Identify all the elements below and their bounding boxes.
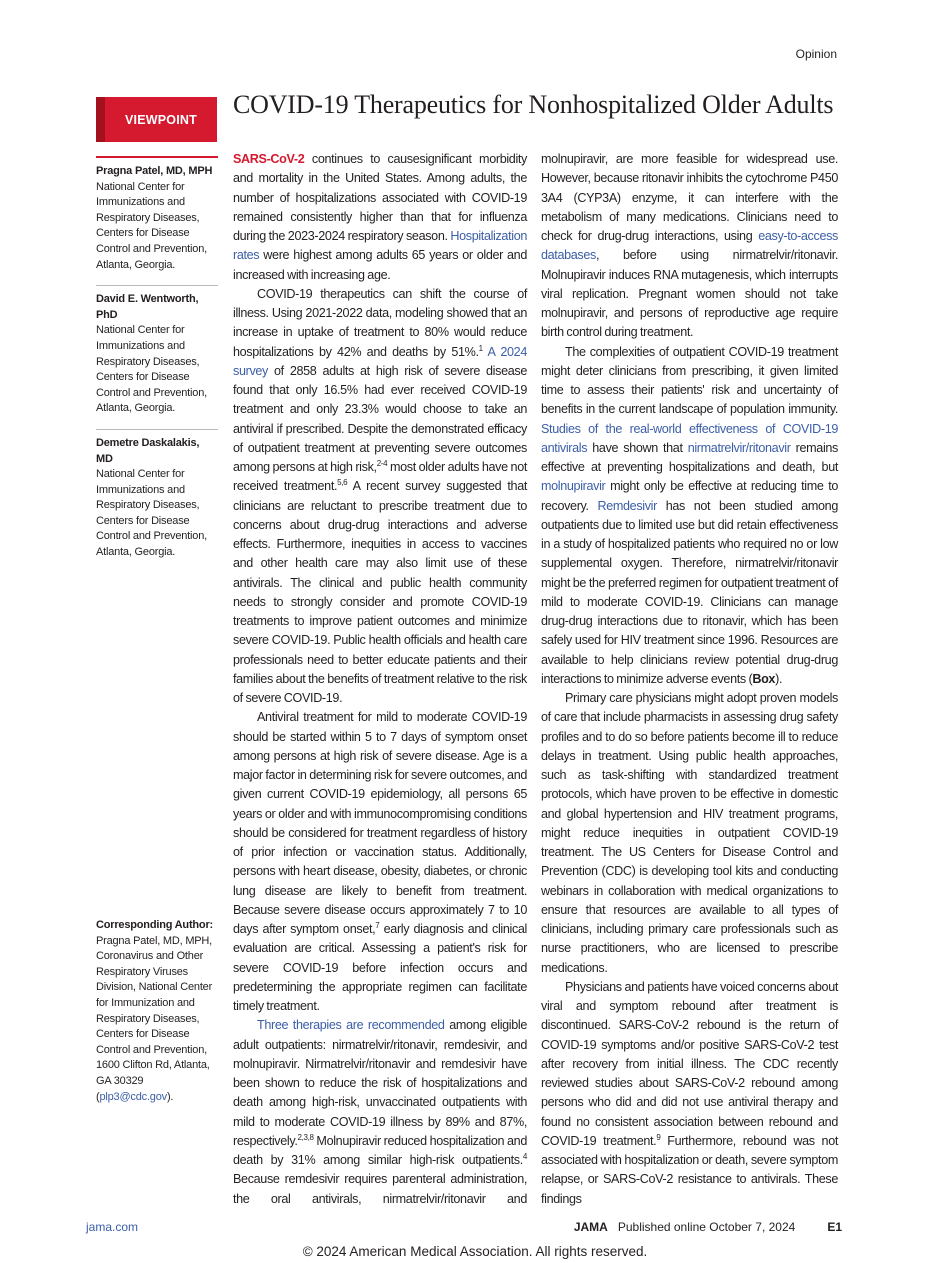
paragraph	[541, 978, 838, 1209]
body-text: most older adults have not received treatment.	[233, 460, 527, 494]
paragraph	[233, 708, 527, 1016]
inline-link[interactable]: Studies of the real-world effectiveness of COVID-19 antivirals	[541, 421, 838, 455]
lead-term: SARS-CoV-2	[233, 152, 305, 166]
author-name: Pragna Patel, MD, MPH	[96, 165, 213, 177]
inline-link[interactable]: nirmatrelvir/ritonavir	[687, 440, 791, 455]
journal-name: JAMA	[573, 1220, 608, 1234]
author-block	[96, 429, 218, 573]
paragraph	[233, 150, 527, 285]
inline-link[interactable]: molnupiravir	[541, 479, 606, 494]
inline-link[interactable]: Three therapies are recommended	[257, 1018, 445, 1033]
corresponding-label: Corresponding Author:	[96, 919, 213, 931]
inline-link[interactable]: easy-to-access databases	[541, 229, 838, 263]
footer-info	[574, 1219, 842, 1235]
paragraph	[233, 1016, 527, 1209]
body-text: Molnupiravir reduced hospitalization and death by 31% among similar high-risk outpatients.	[233, 1133, 527, 1167]
author-name: David E. Wentworth, PhD	[96, 293, 199, 321]
body-text: might only be effective at reducing time to recovery.	[541, 479, 838, 513]
copyright: © 2024 American Medical Association. All rights reserved.	[302, 1244, 648, 1259]
citation-superscript: 9	[656, 1132, 661, 1142]
paragraph	[541, 150, 838, 343]
author-block	[96, 156, 218, 285]
author-block	[96, 285, 218, 429]
corresponding-text: Pragna Patel, MD, MPH, Coronavirus and Other Respiratory Viruses Division, National Center for Immunization and Respiratory Diseases, Centers for Disease Control and Prevention, 1600 Clifton Rd, Atlanta, GA 30329 (	[96, 934, 213, 1103]
body-text: of 2858 adults at high risk of severe disease found that only 16.5% had ever received COVID-19 treatment and only 23.3% would choose to take an antiviral if prescribed. Despite the demonstrated efficacy of outpatient treatment at preventing severe outcomes among persons at high risk,	[233, 363, 527, 474]
citation-superscript: 2-4	[376, 458, 388, 468]
inline-link[interactable]: Hospitalization rates	[233, 229, 527, 263]
body-text: ).	[775, 671, 783, 686]
paragraph	[233, 285, 527, 709]
body-column-2	[541, 150, 838, 1209]
inline-link[interactable]: A 2024 survey	[233, 344, 527, 378]
body-text: continues to causesignificant morbidity and mortality in the United States. Among adults, the number of hospitalizations associated with COVID-19 remained consistently higher than that for influenza during the 2023-2024 respiratory season.	[233, 152, 527, 243]
corresponding-end: ).	[166, 1090, 174, 1103]
site-link[interactable]: jama.com	[86, 1220, 139, 1234]
body-text: have shown that	[587, 440, 688, 455]
citation-superscript: 1	[478, 343, 483, 353]
body-text: were highest among adults 65 years or older and increased with increasing age.	[233, 248, 527, 282]
citation-superscript: 4	[522, 1151, 527, 1161]
publish-date: Published online October 7, 2024	[617, 1220, 796, 1234]
author-affiliation: National Center for Immunizations and Respiratory Diseases, Centers for Disease Control and Prevention, Atlanta, Georgia.	[96, 324, 207, 415]
viewpoint-label: VIEWPOINT	[125, 112, 197, 127]
paragraph	[541, 689, 838, 978]
body-column-1	[233, 150, 527, 1209]
body-text: Physicians and patients have voiced concerns about viral and symptom rebound after treatment is discontinued. SARS-CoV-2 rebound is the return of COVID-19 symptoms and/or positive SARS-CoV-2 test after recovery from initial illness. The CDC recently reviewed studies about SARS-CoV-2 rebound among persons who did and did not use antiviral therapy and found no consistent association between rebound and COVID-19 treatment.	[541, 979, 838, 1148]
citation-superscript: 5,6	[337, 478, 348, 488]
body-text: COVID-19 therapeutics can shift the course of illness. Using 2021-2022 data, modeling showed that an increase in uptake of treatment to 80% would reduce hospitalizations by 42% and deaths by 51%.	[233, 286, 527, 359]
paragraph	[541, 343, 838, 690]
body-text: Primary care physicians might adopt proven models of care that include pharmacists in assessing drug safety profiles and to do so before patients become ill to reduce delays in treatment. Using public health approaches, such as task-shifting with standardized treatment protocols, which have proven to be effective in domestic and global hypertension and HIV treatment programs, might reduce inequities in outpatient COVID-19 treatment. The US Centers for Disease Control and Prevention (CDC) is developing tool kits and conducting webinars in collaboration with medical organizations to ensure that resources are available to all types of clinicians, including primary care professionals such as nurse practitioners, who are licensed to prescribe medications.	[541, 691, 838, 975]
article-title: COVID-19 Therapeutics for Nonhospitalized Older Adults	[233, 90, 834, 119]
viewpoint-badge	[96, 97, 217, 142]
citation-superscript: 7	[375, 920, 380, 930]
page-number: E1	[827, 1220, 842, 1234]
inline-link[interactable]: Remdesivir	[597, 498, 657, 513]
body-text: early diagnosis and clinical evaluation are critical. Assessing a patient's risk for severe COVID-19 before infection occurs and predetermining the appropriate regimen can facilitate timely treatment.	[233, 922, 527, 1013]
corresponding-author	[96, 918, 218, 1105]
email-link[interactable]: plp3@cdc.gov	[99, 1090, 167, 1103]
body-text: , before using nirmatrelvir/ritonavir. Molnupiravir induces RNA mutagenesis, which interrupts viral replication. Pregnant women should not take molnupiravir, and persons of reproductive age require birth control during treatment.	[541, 248, 838, 340]
section-label: Opinion	[795, 47, 837, 61]
body-text: A recent survey suggested that clinicians are reluctant to prescribe treatment due to concerns about drug-drug interactions and adverse effects. Furthermore, inequities in access to vaccines and other health care may also limit use of these antivirals. The clinical and public health community needs to strongly consider and promote COVID-19 treatments to improve patient outcomes and minimize severe COVID-19. Public health officials and health care professionals need to better educate patients and their families about the benefits of treatment relative to the risk of severe COVID-19.	[233, 479, 527, 705]
body-text: has not been studied among outpatients due to limited use but did retain effectiveness in a study of hospitalized patients who required no or low supplemental oxygen. Therefore, nirmatrelvir/ritonavir might be the preferred regimen for outpatient treatment of mild to moderate COVID-19. Clinicians can manage drug-drug interactions due to ritonavir, which has been safely used for HIV treatment since 1996. Resources are available to help clinicians review potential drug-drug interactions to minimize adverse events (	[541, 498, 838, 686]
citation-superscript: 2,3,8	[297, 1132, 314, 1142]
author-name: Demetre Daskalakis, MD	[96, 436, 200, 465]
box-reference[interactable]: Box	[752, 671, 776, 686]
author-affiliation: National Center for Immunizations and Respiratory Diseases, Centers for Disease Control and Prevention, Atlanta, Georgia.	[96, 180, 207, 271]
body-text: Furthermore, rebound was not associated with hospitalization or death, severe symptom relapse, or SARS-CoV-2 resistance to antivirals. These findings	[541, 1133, 839, 1206]
body-text: The complexities of outpatient COVID-19 treatment might deter clinicians from prescribing, it given limited time to assess their patients' risk and uncertainty of benefits in the current landscape of population immunity.	[541, 344, 838, 417]
author-sidebar	[96, 156, 218, 573]
author-affiliation: National Center for Immunizations and Respiratory Diseases, Centers for Disease Control and Prevention, Atlanta, Georgia.	[96, 468, 207, 559]
body-text: remains effective at preventing hospitalizations and death, but	[541, 440, 838, 474]
body-text: molnupiravir, are more feasible for widespread use. However, because ritonavir inhibits the cytochrome P450 3A4 (CYP3A) enzyme, it can interfere with the metabolism of many medications. Clinicians need to check for drug-drug interactions, using	[541, 152, 838, 243]
body-text: Because remdesivir requires parenteral administration, the oral antivirals, nirmatrelvir/ritonavir and	[233, 1172, 527, 1206]
body-text: among eligible adult outpatients: nirmatrelvir/ritonavir, remdesivir, and molnupiravir. Nirmatrelvir/ritonavir and remdesivir have been shown to reduce the risk of hospitalizations and death among high-risk, unvaccinated outpatients with mild to moderate COVID-19 illness by 89% and 87%, respectively.	[233, 1018, 527, 1148]
body-text: Antiviral treatment for mild to moderate COVID-19 should be started within 5 to 7 days of symptom onset among persons at high risk of severe disease. Age is a major factor in determining risk for severe outcomes, and given current COVID-19 epidemiology, all persons 65 years or older and with immunocompromising conditions should be considered for treatment regardless of history of prior infection or vaccination status. Additionally, persons with heart disease, obesity, diabetes, or chronic lung disease are likely to benefit from treatment. Because severe disease occurs approximately 7 to 10 days after symptom onset,	[233, 710, 527, 936]
